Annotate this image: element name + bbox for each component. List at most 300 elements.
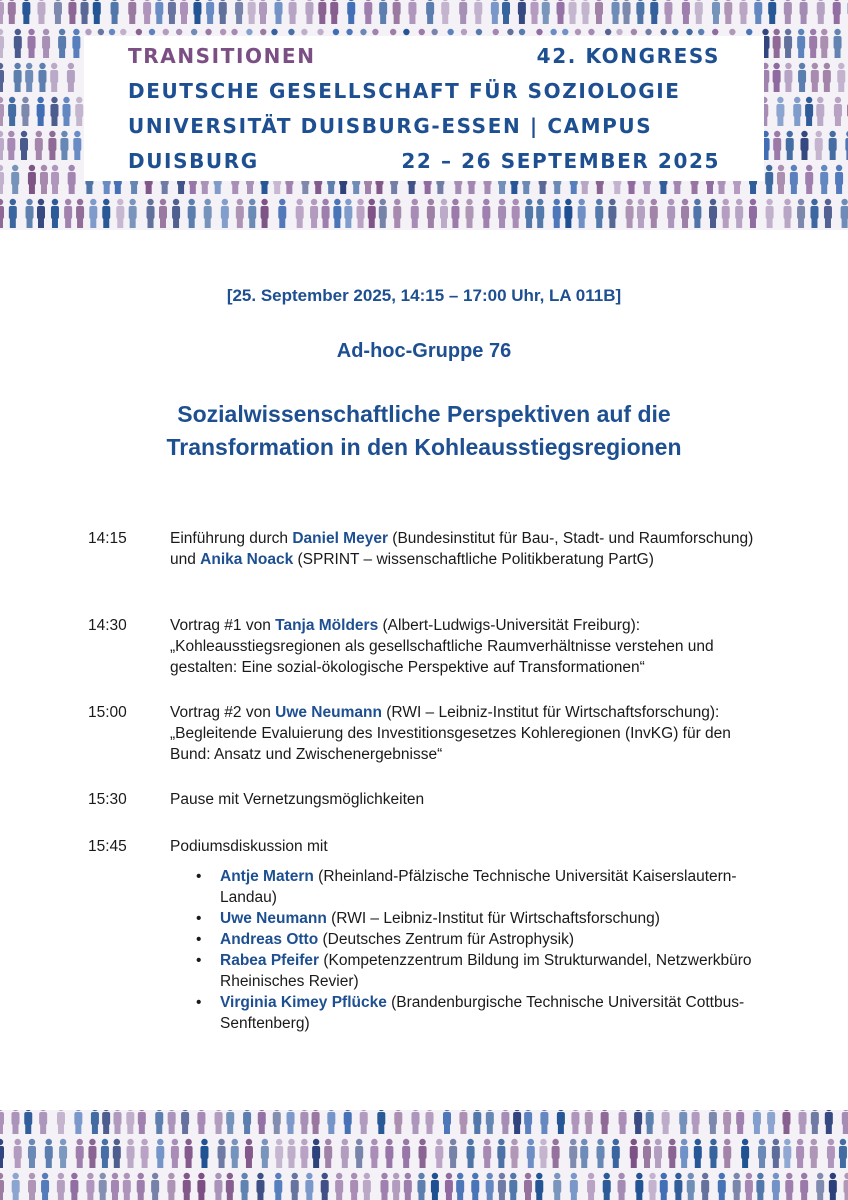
person-figure	[564, 199, 572, 228]
person-figure	[226, 1173, 234, 1200]
person-figure	[114, 1110, 122, 1134]
person-figure	[28, 1173, 36, 1200]
person-figure	[28, 29, 36, 58]
person-figure	[291, 1173, 299, 1200]
person-figure	[553, 1173, 561, 1200]
person-figure	[51, 165, 59, 194]
person-figure	[767, 1110, 775, 1134]
text-part: (SPRINT – wissenschaftliche Politikberatung PartG)	[293, 551, 654, 568]
person-figure	[289, 0, 297, 24]
person-figure	[394, 1110, 402, 1134]
person-figure	[273, 1110, 281, 1134]
bullet-icon: •	[196, 868, 202, 885]
person-figure	[829, 131, 837, 160]
person-figure	[204, 199, 212, 228]
person-figure	[57, 1110, 65, 1134]
person-figure	[800, 131, 808, 160]
person-figure	[459, 1110, 467, 1134]
person-figure	[347, 0, 355, 24]
person-figure	[219, 0, 227, 24]
person-figure	[581, 0, 589, 24]
person-figure	[274, 1173, 282, 1200]
person-figure	[723, 1110, 731, 1134]
person-figure	[310, 199, 318, 228]
person-figure	[364, 0, 372, 24]
bullet-icon: •	[196, 910, 202, 927]
person-figure	[188, 199, 196, 228]
footer-banner	[0, 1110, 848, 1200]
person-figure	[643, 1139, 651, 1168]
person-figure	[829, 1173, 837, 1200]
person-figure	[753, 1110, 761, 1134]
person-figure	[797, 199, 805, 228]
person-figure	[474, 0, 482, 24]
person-figure	[844, 1173, 848, 1200]
session-title-line-2: Transformation in den Kohleausstiegsregionen	[166, 434, 682, 460]
person-figure	[571, 1110, 579, 1134]
person-figure	[393, 199, 401, 228]
person-figure	[502, 0, 510, 24]
person-figure	[287, 1110, 295, 1134]
person-figure	[408, 0, 416, 24]
header-line-3	[128, 114, 720, 140]
congress-theme: TRANSITIONEN	[128, 44, 316, 68]
person-figure	[668, 1139, 676, 1168]
person-figure	[798, 63, 806, 92]
person-figure	[603, 1173, 611, 1200]
person-figure	[335, 1173, 343, 1200]
person-figure	[261, 199, 269, 228]
person-figure	[695, 0, 703, 24]
person-figure	[126, 1110, 134, 1134]
person-figure	[637, 199, 645, 228]
person-figure	[218, 1139, 226, 1168]
person-figure	[185, 1139, 193, 1168]
person-figure	[816, 1173, 824, 1200]
person-figure	[141, 1139, 149, 1168]
person-figure	[24, 1110, 32, 1134]
person-figure	[827, 1139, 835, 1168]
person-figure	[159, 199, 167, 228]
person-figure	[156, 1139, 164, 1168]
person-figure	[797, 29, 805, 58]
speaker-name: Uwe Neumann	[275, 704, 382, 721]
person-figure	[569, 0, 577, 24]
person-figure	[735, 199, 743, 228]
person-figure	[9, 199, 17, 228]
campus-city: DUISBURG	[128, 149, 259, 173]
person-figure	[51, 199, 59, 228]
person-figure	[540, 1110, 548, 1134]
person-figure	[76, 1139, 84, 1168]
person-figure	[800, 0, 808, 24]
program-time: 14:30	[88, 617, 127, 634]
bullet-icon: •	[196, 931, 202, 948]
person-figure	[724, 0, 732, 24]
person-figure	[42, 29, 50, 58]
person-figure	[181, 1110, 189, 1134]
person-figure	[172, 199, 180, 228]
person-figure	[650, 199, 658, 228]
list-item	[196, 950, 766, 992]
person-figure	[312, 1110, 320, 1134]
person-figure	[11, 1110, 19, 1134]
person-figure	[440, 199, 448, 228]
person-figure	[525, 199, 533, 228]
person-figure	[300, 1110, 308, 1134]
person-figure	[756, 1173, 764, 1200]
person-figure	[40, 165, 48, 194]
person-figure	[636, 0, 644, 24]
person-figure	[38, 63, 46, 92]
person-figure	[612, 0, 620, 24]
person-figure	[206, 0, 214, 24]
bullet-icon: •	[196, 952, 202, 969]
program-text: Pause mit Vernetzungsmöglichkeiten	[170, 791, 425, 808]
person-figure	[834, 97, 842, 126]
person-figure	[820, 165, 828, 194]
person-figure	[14, 1139, 22, 1168]
person-figure	[215, 1110, 223, 1134]
person-figure	[445, 1173, 453, 1200]
person-figure	[680, 1139, 688, 1168]
person-figure	[393, 0, 401, 24]
person-figure	[411, 199, 419, 228]
person-figure	[74, 1110, 82, 1134]
person-figure	[809, 29, 817, 58]
person-figure	[327, 1110, 335, 1134]
person-figure	[712, 0, 720, 24]
person-figure	[739, 0, 747, 24]
person-figure	[45, 1139, 53, 1168]
person-figure	[777, 165, 785, 194]
person-figure	[221, 199, 229, 228]
panelist-affiliation: (Deutsches Zentrum für Astrophysik)	[318, 931, 575, 948]
person-figure	[127, 1139, 135, 1168]
person-figure	[39, 1110, 47, 1134]
person-figure	[321, 1173, 329, 1200]
header-line-1	[128, 44, 720, 70]
person-figure	[542, 0, 550, 24]
text-part: Einführung durch	[170, 530, 293, 547]
person-figure	[443, 1110, 451, 1134]
person-figure	[355, 1139, 363, 1168]
person-figure	[805, 165, 813, 194]
person-figure	[595, 199, 603, 228]
person-figure	[137, 1173, 145, 1200]
person-figure	[825, 1110, 833, 1134]
person-figure	[681, 199, 689, 228]
person-figure	[167, 1173, 175, 1200]
person-figure	[28, 1139, 36, 1168]
person-figure	[379, 199, 387, 228]
person-figure	[138, 1110, 146, 1134]
person-figure	[664, 0, 672, 24]
person-figure	[35, 131, 43, 160]
session-meta: [25. September 2025, 14:15 – 17:00 Uhr, LA 011B]	[226, 286, 622, 305]
program-text	[170, 528, 762, 570]
person-figure	[287, 1139, 295, 1168]
person-figure	[322, 199, 330, 228]
person-figure	[200, 1139, 208, 1168]
person-figure	[660, 1173, 668, 1200]
person-figure	[557, 0, 565, 24]
person-figure	[214, 1173, 222, 1200]
speaker-name: Daniel Meyer	[292, 530, 388, 547]
person-figure	[783, 1139, 791, 1168]
person-figure	[129, 199, 137, 228]
person-figure	[427, 199, 435, 228]
person-figure	[370, 1139, 378, 1168]
person-figure	[509, 1173, 517, 1200]
person-figure	[618, 1173, 626, 1200]
person-figure	[392, 1173, 400, 1200]
person-figure	[473, 1110, 481, 1134]
person-figure	[417, 1173, 425, 1200]
person-figure	[377, 1110, 385, 1134]
person-figure	[180, 0, 188, 24]
person-figure	[75, 97, 83, 126]
person-figure	[820, 29, 828, 58]
person-figure	[380, 1173, 388, 1200]
person-figure	[419, 1139, 427, 1168]
person-figure	[296, 199, 304, 228]
person-figure	[834, 29, 842, 58]
person-figure	[623, 0, 631, 24]
person-figure	[552, 1139, 560, 1168]
session-group: Ad-hoc-Gruppe 76	[336, 340, 512, 362]
person-figure	[790, 165, 798, 194]
person-figure	[368, 199, 376, 228]
person-figure	[363, 1173, 371, 1200]
person-figure	[630, 1139, 638, 1168]
person-figure	[482, 199, 490, 228]
person-figure	[773, 63, 781, 92]
person-figure	[772, 1173, 780, 1200]
person-figure	[50, 63, 58, 92]
person-figure	[197, 1173, 205, 1200]
person-figure	[275, 1139, 283, 1168]
person-figure	[21, 97, 29, 126]
person-figure	[786, 131, 794, 160]
person-figure	[773, 29, 781, 58]
person-figure	[168, 1110, 176, 1134]
person-figure	[435, 1139, 443, 1168]
person-figure	[498, 1173, 506, 1200]
speaker-name: Tanja Mölders	[275, 617, 379, 634]
person-figure	[60, 131, 68, 160]
person-figure	[553, 199, 561, 228]
person-figure	[68, 165, 76, 194]
person-figure	[0, 199, 4, 228]
session-title-line-1: Sozialwissenschaftliche Perspektiven auf die	[177, 401, 671, 427]
person-figure	[646, 1110, 654, 1134]
person-figure	[709, 199, 717, 228]
person-figure	[402, 1139, 410, 1168]
person-figure	[815, 131, 823, 160]
person-figure	[236, 199, 244, 228]
person-figure	[569, 1139, 577, 1168]
person-figure	[811, 63, 819, 92]
person-figure	[341, 1139, 349, 1168]
person-figure	[11, 165, 19, 194]
panelist-name: Uwe Neumann	[220, 910, 327, 927]
person-figure	[693, 199, 701, 228]
person-figure	[483, 1139, 491, 1168]
person-figure	[510, 1139, 518, 1168]
person-figure	[300, 1139, 308, 1168]
header-line-2	[128, 79, 720, 105]
person-figure	[773, 131, 781, 160]
person-figure	[0, 131, 4, 160]
person-figure	[687, 1173, 695, 1200]
person-figure	[261, 1139, 269, 1168]
panelist-affiliation: (Kompetenzzentrum Bildung im Strukturwandel, Netzwerkbüro Rheinisches Revier)	[220, 952, 752, 990]
person-figure	[654, 1139, 662, 1168]
person-figure	[58, 29, 66, 58]
person-figure	[451, 199, 459, 228]
person-figure	[411, 1110, 419, 1134]
person-figure	[0, 1173, 4, 1200]
text-part: Vortrag #1 von	[170, 617, 276, 634]
person-figure	[784, 63, 792, 92]
panelist-name: Antje Matern	[220, 868, 314, 885]
person-figure	[57, 1173, 65, 1200]
person-figure	[12, 1173, 20, 1200]
person-figure	[768, 0, 776, 24]
person-figure	[241, 1173, 249, 1200]
person-figure	[667, 199, 675, 228]
person-figure	[37, 199, 45, 228]
person-figure	[128, 0, 136, 24]
person-figure	[20, 131, 28, 160]
person-figure	[62, 97, 70, 126]
person-figure	[441, 0, 449, 24]
person-figure	[465, 199, 473, 228]
person-figure	[776, 97, 784, 126]
person-figure	[754, 0, 762, 24]
person-figure	[580, 1139, 588, 1168]
person-figure	[245, 1139, 253, 1168]
program-text	[170, 615, 762, 678]
panelist-affiliation: (Brandenburgische Technische Universität Cottbus-Senftenberg)	[220, 994, 745, 1032]
person-figure	[723, 1139, 731, 1168]
person-figure	[330, 0, 338, 24]
person-figure	[59, 1139, 67, 1168]
person-figure	[344, 199, 352, 228]
person-figure	[467, 1139, 475, 1168]
person-figure	[305, 0, 313, 24]
person-figure	[350, 1173, 358, 1200]
person-figure	[357, 199, 365, 228]
person-figure	[404, 1173, 412, 1200]
person-figure	[833, 0, 841, 24]
person-figure	[486, 1110, 494, 1134]
person-figure	[73, 131, 81, 160]
person-figure	[765, 165, 773, 194]
person-figure	[518, 0, 526, 24]
person-figure	[37, 0, 45, 24]
person-figure	[14, 63, 22, 92]
person-figure	[259, 0, 267, 24]
header-line-4	[128, 149, 720, 175]
person-figure	[634, 1110, 642, 1134]
program-text	[170, 702, 762, 765]
text-part: (RWI – Leibniz-Institut für Wirtschaftsforschung): „Begleitende Evaluierung des Investitionsgesetzes Kohleregionen (InvKG) für den Bund: Ansatz und Zwischenergebnisse“	[170, 704, 731, 763]
person-figure	[733, 1173, 741, 1200]
person-figure	[111, 1173, 119, 1200]
person-figure	[535, 1173, 543, 1200]
person-figure	[197, 1110, 205, 1134]
crowd-illustration-bottom	[0, 1110, 848, 1200]
person-figure	[595, 0, 603, 24]
program-time: 14:15	[88, 530, 127, 547]
person-figure	[722, 199, 730, 228]
person-figure	[171, 1139, 179, 1168]
person-figure	[612, 1139, 620, 1168]
person-figure	[147, 199, 155, 228]
person-figure	[585, 1110, 593, 1134]
person-figure	[324, 1139, 332, 1168]
panelist-name: Virginia Kimey Pflücke	[220, 994, 387, 1011]
person-figure	[810, 199, 818, 228]
person-figure	[709, 1110, 717, 1134]
person-figure	[557, 1110, 565, 1134]
person-figure	[8, 0, 16, 24]
person-figure	[758, 1139, 766, 1168]
person-figure	[50, 97, 58, 126]
panelist-affiliation: (Rheinland-Pfälzische Technische Universität Kaiserslautern-Landau)	[220, 868, 737, 906]
person-figure	[497, 1139, 505, 1168]
panelist-list	[196, 866, 766, 1034]
person-figure	[524, 1173, 532, 1200]
person-figure	[318, 0, 326, 24]
list-item	[196, 866, 766, 908]
panelist-name: Rabea Pfeifer	[220, 952, 320, 969]
speaker-name: Anika Noack	[200, 551, 294, 568]
person-figure	[793, 97, 801, 126]
person-figure	[28, 165, 36, 194]
text-part: (Albert-Ludwigs-Universität Freiburg): „Kohleausstiegsregionen als gesellschaftliche Raumverhältnisse verstehen und gestalten: Eine sozial-ökologische Perspektive auf Transformationen“	[170, 617, 714, 676]
program-text: Podiumsdiskussion mit	[170, 838, 328, 855]
person-figure	[426, 1110, 434, 1134]
person-figure	[817, 0, 825, 24]
person-figure	[258, 1110, 266, 1134]
session-title	[100, 398, 748, 464]
person-figure	[183, 1173, 191, 1200]
person-figure	[718, 1173, 726, 1200]
person-figure	[784, 29, 792, 58]
person-figure	[70, 1173, 78, 1200]
person-figure	[601, 1110, 609, 1134]
person-figure	[805, 97, 813, 126]
person-figure	[679, 1110, 687, 1134]
person-figure	[431, 1173, 439, 1200]
person-figure	[491, 0, 499, 24]
person-figure	[782, 1110, 790, 1134]
person-figure	[824, 199, 832, 228]
person-figure	[796, 1139, 804, 1168]
person-figure	[226, 1110, 234, 1134]
person-figure	[155, 0, 163, 24]
person-figure	[235, 0, 243, 24]
person-figure	[278, 199, 286, 228]
person-figure	[597, 1139, 605, 1168]
person-figure	[486, 1173, 494, 1200]
person-figure	[248, 0, 256, 24]
person-figure	[662, 1110, 670, 1134]
university-name: UNIVERSITÄT DUISBURG-ESSEN | CAMPUS	[128, 114, 653, 138]
